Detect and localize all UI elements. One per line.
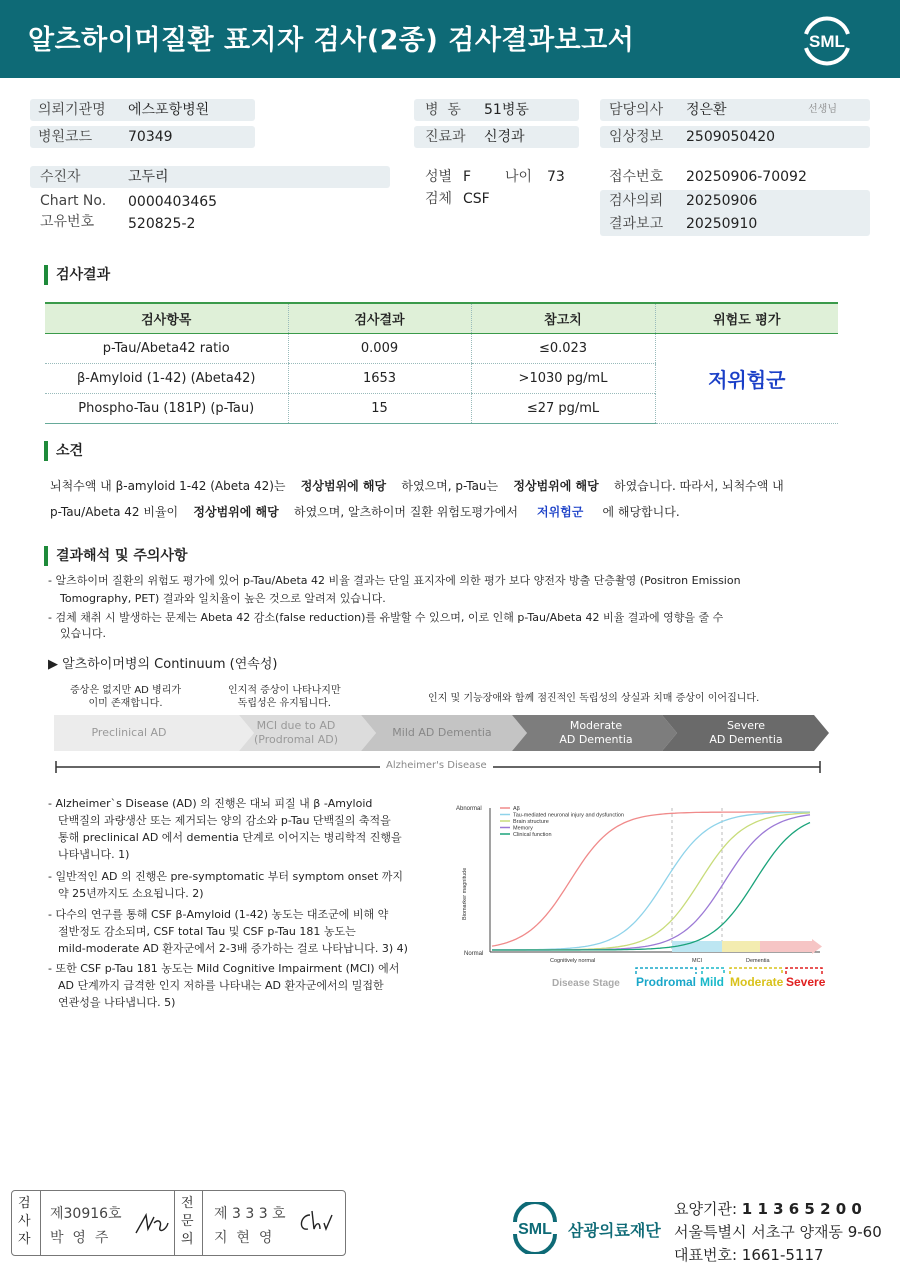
care-no-line — [674, 1198, 862, 1219]
bullet-line: 연관성을 나타냅니다. 5) — [58, 996, 176, 1009]
specialist-signature — [296, 1207, 336, 1237]
specialist-name: 지 현 영 — [214, 1230, 273, 1246]
ref-cell: ≤27 pg/mL — [471, 393, 655, 423]
bullet-line: 절반정도 감소되며, CSF total Tau 및 CSF p-Tau 181 농도는 — [58, 925, 356, 938]
stage-bracket — [702, 968, 724, 974]
note-2b: 있습니다. — [60, 627, 107, 640]
bullet-3 — [48, 906, 408, 957]
results-header-row — [45, 303, 838, 333]
dept-label: 진료과 — [425, 129, 466, 145]
patient-label: 수진자 — [40, 169, 81, 185]
col-item: 검사항목 — [45, 303, 288, 333]
uid-label: 고유번호 — [40, 214, 95, 230]
findings-bold: 정상범위에 해당 — [300, 479, 387, 493]
stage-preclinical — [54, 715, 204, 751]
bullet-line: - Alzheimer`s Disease (AD) 의 진행은 대뇌 피질 내 β -Amyloid — [48, 797, 373, 810]
report-value: 20250910 — [686, 216, 758, 232]
stage-label: Mild AD Dementia — [392, 726, 492, 739]
org-name: 삼광의료재단 — [568, 1221, 661, 1240]
institution-value: 에스포항병원 — [128, 102, 210, 118]
inspector-signature — [132, 1209, 172, 1239]
bullet-line: - 일반적인 AD 의 진행은 pre-symptomatic 부터 symptom onset 까지 — [48, 870, 404, 883]
results-table — [45, 302, 838, 424]
y-tick-abnormal: Abnormal — [456, 806, 482, 812]
stage-label: Severe — [726, 719, 766, 732]
request-value: 20250906 — [686, 193, 758, 209]
sex-label: 성별 — [425, 169, 453, 185]
stage-label: Moderate — [569, 719, 623, 732]
findings-text: 하였습니다. 따라서, 뇌척수액 내 — [614, 479, 784, 493]
patient-row-bg — [30, 166, 390, 188]
age-value: 73 — [547, 169, 565, 185]
bullet-line: - 또한 CSF p-Tau 181 농도는 Mild Cognitive Impairment (MCI) 에서 — [48, 962, 400, 975]
continuum-title: ▶ 알츠하이머병의 Continuum (연속성) — [48, 657, 278, 672]
request-label: 검사의뢰 — [609, 193, 664, 209]
stage-label: Preclinical AD — [91, 726, 167, 739]
bullet-line: AD 단계까지 급격한 인지 저하를 나타내는 AD 환자군에서의 밀접한 — [58, 979, 384, 992]
ward-value: 51병동 — [484, 102, 529, 118]
stage-label: Moderate — [730, 975, 784, 989]
bullet-line: 통해 preclinical AD 에서 dementia 단계로 이어지는 병리학적 진행을 — [58, 831, 402, 844]
sml-logo — [798, 12, 856, 68]
stage-label: (Prodromal AD) — [253, 733, 339, 746]
svg-text:SML: SML — [518, 1221, 552, 1238]
hospital-code-value: 70349 — [128, 129, 173, 145]
sex-value: F — [463, 169, 472, 185]
institution-label: 의뢰기관명 — [38, 102, 106, 118]
bullet-line: mild-moderate AD 환자군에서 2-3배 증가하는 걸로 나타납니다. 3) 4) — [58, 942, 408, 955]
specialist-seal: 전문의 — [181, 1196, 194, 1247]
specimen-value: CSF — [463, 191, 490, 207]
result-cell: 15 — [288, 393, 471, 423]
signature-box — [11, 1190, 346, 1256]
risk-cell — [655, 333, 838, 423]
patient-value: 고두리 — [128, 169, 169, 185]
result-cell: 0.009 — [288, 333, 471, 363]
bullet-line: - 다수의 연구를 통해 CSF β-Amyloid (1-42) 농도는 대조군에 비해 약 — [48, 908, 389, 921]
findings-text: 하였으며, 알츠하이머 질환 위험도평가에서 — [294, 505, 518, 519]
stage-mild — [372, 715, 512, 751]
sml-org-logo — [508, 1202, 562, 1254]
legend-label: Aβ — [513, 806, 520, 812]
item-cell: β-Amyloid (1-42) (Abeta42) — [45, 363, 288, 393]
findings-bold: 정상범위에 해당 — [193, 505, 279, 519]
stage-bracket — [636, 968, 696, 974]
uid-value: 520825-2 — [128, 216, 196, 232]
table-row — [45, 333, 838, 363]
x-axis-label: Cognitively normal — [550, 958, 596, 964]
legend-label: Brain structure — [513, 819, 549, 825]
desc-mci — [228, 684, 341, 710]
legend-label: Memory — [513, 825, 533, 832]
stage-bracket — [730, 968, 782, 974]
chart-value: 0000403465 — [128, 194, 218, 210]
y-axis-label: Biomarker magnitude — [462, 867, 468, 920]
report-header — [0, 0, 900, 78]
findings-text: 에 해당합니다. — [602, 505, 680, 519]
findings-line-1 — [50, 476, 784, 497]
ref-cell: ≤0.023 — [471, 333, 655, 363]
note-1a: - 알츠하이머 질환의 위험도 평가에 있어 p-Tau/Abeta 42 비율 결과는 단일 표지자에 의한 평가 보다 양전자 방출 단층촬영 (Positron Emission — [48, 574, 741, 587]
doctor-suffix: 선생님 — [808, 104, 837, 115]
findings-text: p-Tau/Abeta 42 비율이 — [50, 505, 179, 519]
findings-text: 하였으며, p-Tau는 — [401, 479, 499, 493]
phone-line — [674, 1244, 824, 1265]
desc-text: 증상은 없지만 AD 병리가 — [70, 685, 182, 696]
inspector-no: 제30916호 — [50, 1206, 122, 1222]
col-ref: 참고치 — [471, 303, 655, 333]
age-label: 나이 — [505, 169, 533, 185]
stage-mci — [236, 715, 356, 751]
dept-value: 신경과 — [484, 129, 525, 145]
stage-moderate — [526, 715, 666, 751]
stage-label: MCI due to AD — [256, 719, 336, 732]
results-section-title: 검사결과 — [44, 265, 110, 285]
findings-section-title: 소견 — [44, 441, 83, 461]
bullet-4 — [48, 960, 399, 1011]
legend-label: Clinical function — [513, 832, 552, 838]
stage-label: AD Dementia — [709, 733, 783, 746]
item-cell: p-Tau/Abeta42 ratio — [45, 333, 288, 363]
item-cell: Phospho-Tau (181P) (p-Tau) — [45, 393, 288, 423]
bullet-line: 약 25년까지도 소요됩니다. 2) — [58, 887, 204, 900]
inspector-name: 박 영 주 — [50, 1230, 109, 1246]
risk-value: 저위험군 — [708, 367, 786, 392]
care-label: 요양기관: — [674, 1200, 738, 1218]
findings-risk: 저위험군 — [537, 505, 584, 519]
note-2a: - 검체 채취 시 발생하는 문제는 Abeta 42 감소(false reduction)를 유발할 수 있으며, 이로 인해 p-Tau/Abeta 42 비율 결과에 영향을 줄 수 — [48, 611, 724, 624]
biomarker-chart — [450, 800, 830, 995]
bullet-2 — [48, 868, 403, 902]
desc-text: 이미 존재합니다. — [88, 698, 163, 709]
note-1b: Tomography, PET) 결과와 일치율이 높은 것으로 알려져 있습니다. — [60, 592, 386, 605]
col-result: 검사결과 — [288, 303, 471, 333]
y-tick-normal: Normal — [464, 951, 484, 957]
desc-dementia: 인지 및 기능장애와 함께 점진적인 독립성의 상실과 치매 증상이 이어집니다. — [428, 693, 760, 704]
findings-text: 뇌척수액 내 β-amyloid 1-42 (Abeta 42)는 — [50, 479, 286, 493]
x-marker-dementia: Dementia — [746, 958, 770, 964]
doctor-label: 담당의사 — [609, 102, 664, 118]
stage-label: Mild — [700, 975, 724, 989]
bullet-line: 단백질의 과량생산 또는 제거되는 양의 감소와 p-Tau 단백질의 축적을 — [58, 814, 391, 827]
receipt-value: 20250906-70092 — [686, 169, 807, 185]
clinical-value: 2509050420 — [686, 129, 776, 145]
report-label: 결과보고 — [609, 216, 664, 232]
desc-text: 인지적 증상이 나타나지만 — [228, 685, 341, 696]
specialist-no: 제 3 3 3 호 — [214, 1206, 286, 1222]
series-line — [492, 823, 810, 951]
ward-label: 병 동 — [425, 102, 461, 118]
stage-severe — [676, 715, 816, 751]
hospital-code-label: 병원코드 — [38, 129, 93, 145]
care-no: 1 1 3 6 5 2 0 0 — [741, 1200, 862, 1218]
specimen-label: 검체 — [425, 191, 453, 207]
svg-text:SML: SML — [809, 32, 845, 51]
clinical-label: 임상정보 — [609, 129, 664, 145]
col-risk: 위험도 평가 — [655, 303, 838, 333]
desc-text: 독립성은 유지됩니다. — [237, 698, 331, 709]
phone-value: 1661-5117 — [741, 1246, 824, 1264]
ref-cell: >1030 pg/mL — [471, 363, 655, 393]
stage-label: AD Dementia — [559, 733, 633, 746]
x-marker-mci: MCI — [692, 958, 703, 964]
bullet-1 — [48, 795, 402, 863]
chart-label: Chart No. — [40, 193, 107, 209]
result-cell: 1653 — [288, 363, 471, 393]
address: 서울특별시 서초구 양재동 9-60 — [674, 1223, 882, 1241]
desc-preclinical — [70, 684, 181, 710]
notes-section-title: 결과해석 및 주의사항 — [44, 546, 187, 566]
stage-label: Disease Stage — [552, 978, 620, 989]
findings-line-2 — [50, 502, 680, 523]
stage-bracket — [786, 968, 822, 974]
legend-label: Tau-mediated neuronal injury and dysfunction — [513, 812, 624, 819]
inspector-seal: 검사자 — [18, 1196, 31, 1247]
doctor-value: 정은환 — [686, 102, 727, 118]
stage-label: Severe — [786, 975, 826, 989]
findings-bold: 정상범위에 해당 — [513, 479, 599, 493]
bullet-line: 나타냅니다. 1) — [58, 848, 130, 861]
report-title: 알츠하이머질환 표지자 검사(2종) 검사결과보고서 — [28, 25, 635, 56]
ad-axis-label: Alzheimer's Disease — [380, 757, 493, 775]
stage-label: Prodromal — [636, 975, 697, 989]
receipt-label: 접수번호 — [609, 169, 664, 185]
phone-label: 대표번호: — [674, 1246, 738, 1264]
